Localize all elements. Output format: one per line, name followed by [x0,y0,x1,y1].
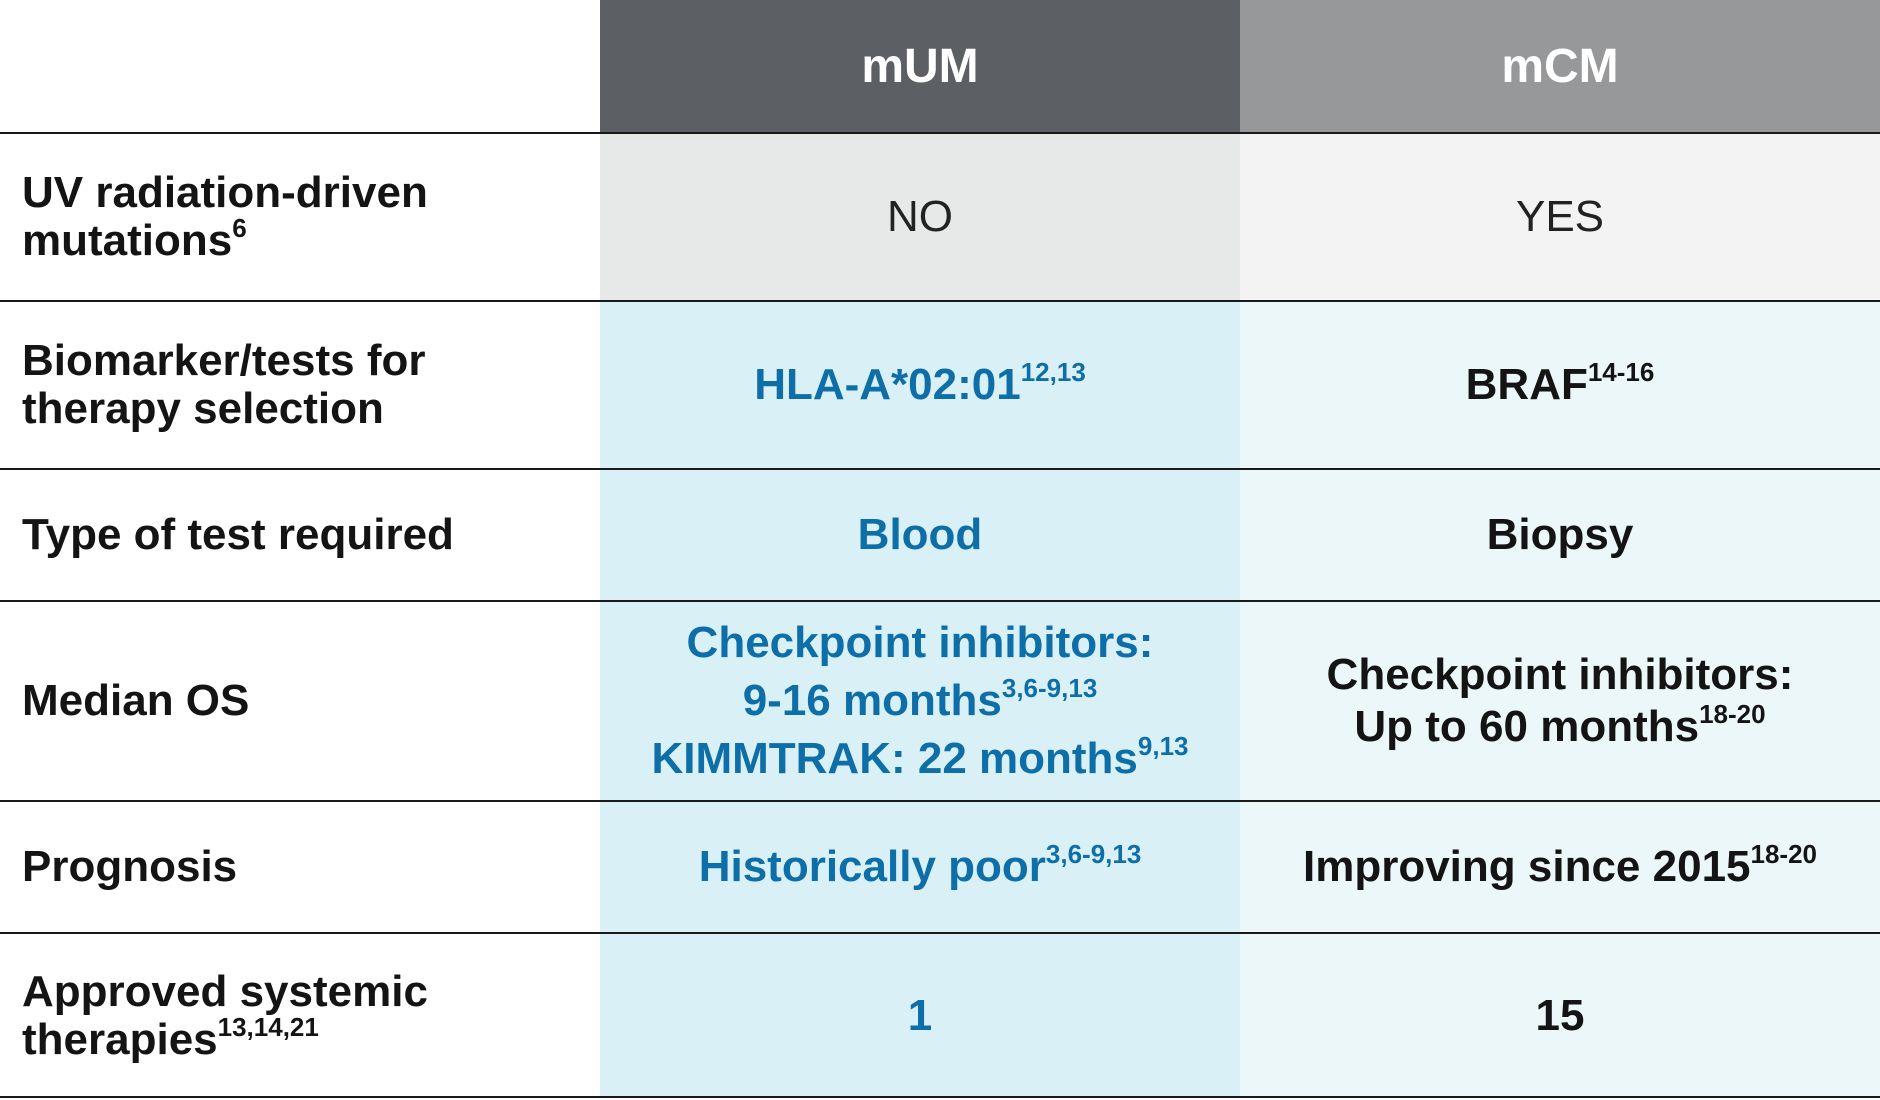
cell-mcm: BRAF$^{14-16}$ [1240,302,1880,468]
footnote-ref: 18-20 [1699,699,1766,730]
footnote-ref: 18-20 [1750,839,1818,870]
row-label [0,934,600,1098]
label-line-2: therapies$^{13,14,21}$ [22,1012,319,1064]
row-divider [0,468,1880,470]
row-biomarker [0,302,1880,468]
cell-mum: Historically poor$^{3,6-9,13}$ [600,802,1240,932]
row-label [0,302,600,468]
cell-mum: NO [600,134,1240,300]
footnote-ref: 6 [232,213,247,244]
row-uv-mutations [0,134,1880,300]
label-line-1: Approved systemic [22,967,428,1016]
cell-mcm: Biopsy [1240,470,1880,600]
row-divider [0,1096,1880,1098]
row-divider [0,300,1880,302]
row-divider [0,932,1880,934]
header-mcm: mCM [1240,0,1880,132]
row-test-type [0,470,1880,600]
row-approved-therapies [0,934,1880,1098]
footnote-ref: 3,6-9,13 [1001,673,1098,704]
cell-mcm: YES [1240,134,1880,300]
cell-mcm: Improving since 2015$^{18-20}$ [1240,802,1880,932]
footnote-ref: 3,6-9,13 [1045,839,1142,870]
footnote-ref: 14-16 [1587,357,1655,388]
label-line-2: therapy selection [22,384,384,433]
row-label: Prognosis [0,802,600,932]
row-divider [0,132,1880,134]
row-divider [0,600,1880,602]
cell-mum: HLA-A*02:01$^{12,13}$ [600,302,1240,468]
cell-mcm: 15 [1240,934,1880,1098]
cell-mum: 1 [600,934,1240,1098]
row-median-os [0,602,1880,800]
row-label [0,134,600,300]
footnote-ref: 9,13 [1137,731,1189,762]
label-line-1: Biomarker/tests for [22,336,426,385]
footnote-ref: 13,14,21 [217,1012,319,1043]
cell-mum: Checkpoint inhibitors: 9-16 months$^{3,6-9,13}$ KIMMTRAK: 22 months$^{9,13}$ [600,602,1240,800]
cell-mcm: Checkpoint inhibitors: Up to 60 months$^{18-20}$ [1240,602,1880,800]
row-divider [0,800,1880,802]
row-label: Type of test required [0,470,600,600]
label-line-1: UV radiation-driven [22,168,428,217]
footnote-ref: 12,13 [1020,357,1086,388]
row-label: Median OS [0,602,600,800]
row-prognosis [0,802,1880,932]
cell-mum: Blood [600,470,1240,600]
header-mum: mUM [600,0,1240,132]
label-line-2: mutations$^6$ [22,213,247,265]
